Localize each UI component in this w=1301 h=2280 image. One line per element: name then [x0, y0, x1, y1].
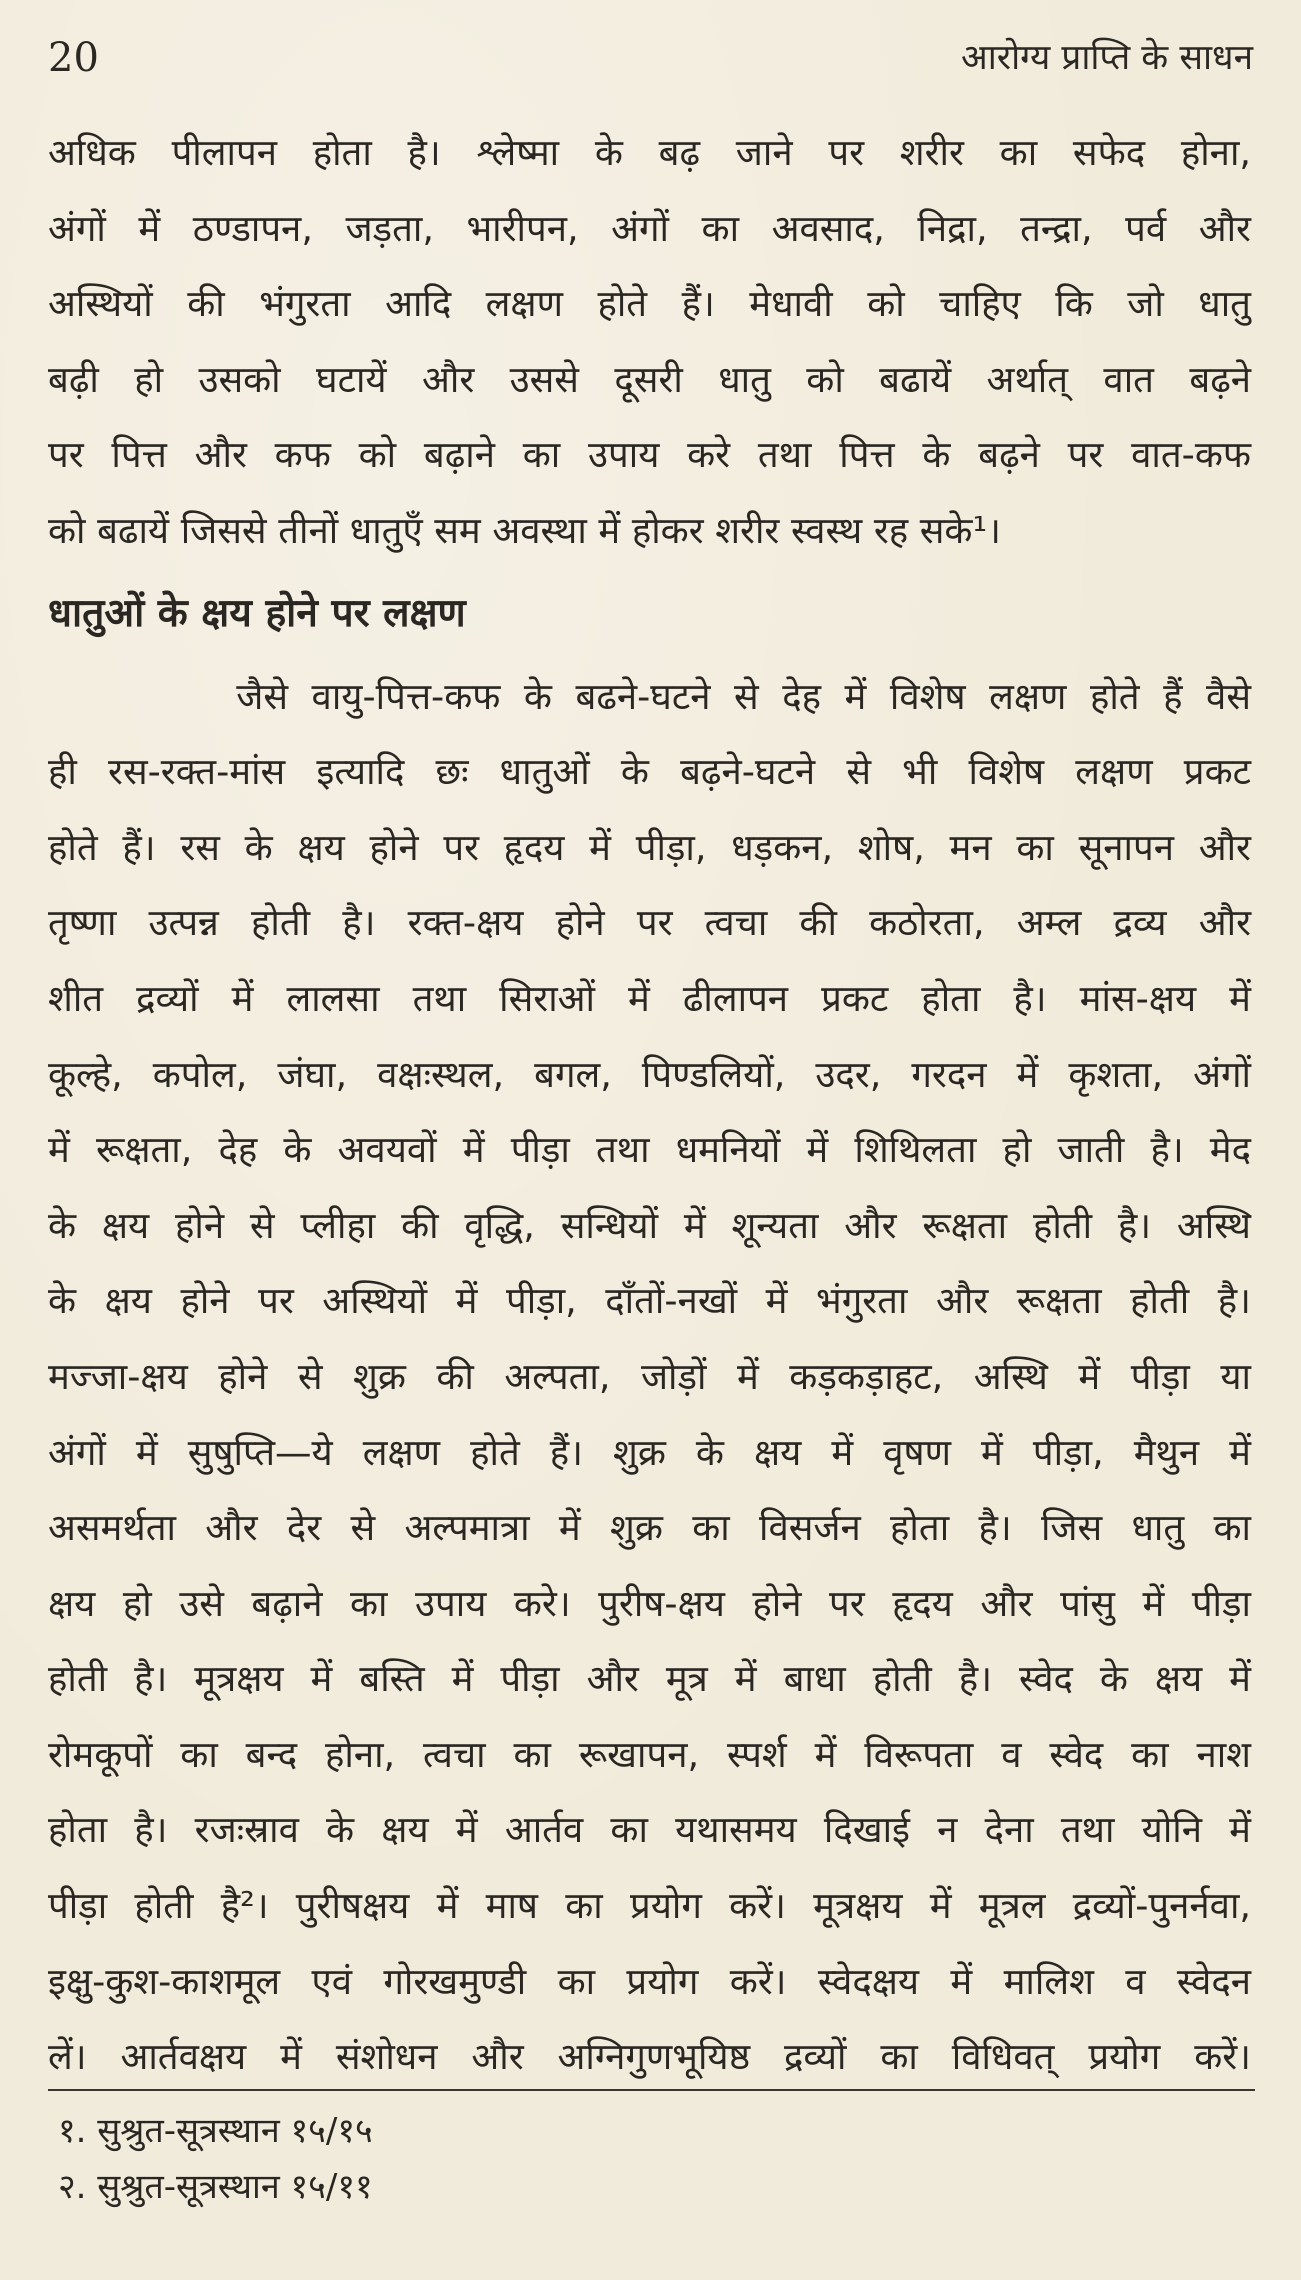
text-line: अस्थियों की भंगुरता आदि लक्षण होते हैं। मेधावी को चाहिए कि जो धातु — [48, 282, 1251, 326]
text-line: लें। आर्तवक्षय में संशोधन और अग्निगुणभूयिष्ठ द्रव्यों का विधिवत् प्रयोग करें। — [48, 2035, 1251, 2079]
text-line: पर पित्त और कफ को बढ़ाने का उपाय करे तथा पित्त के बढ़ने पर वात-कफ — [48, 433, 1251, 477]
text-line: इक्षु-कुश-काशमूल एवं गोरखमुण्डी का प्रयोग करें। स्वेदक्षय में मालिश व स्वेदन — [48, 1959, 1251, 2003]
text-line: अंगों में सुषुप्ति—ये लक्षण होते हैं। शुक्र के क्षय में वृषण में पीड़ा, मैथुन में — [48, 1430, 1251, 1474]
page-number: 20 — [48, 35, 99, 81]
text-line: कूल्हे, कपोल, जंघा, वक्षःस्थल, बगल, पिण्डलियों, उदर, गरदन में कृशता, अंगों — [48, 1052, 1251, 1096]
text-line: होते हैं। रस के क्षय होने पर हृदय में पीड़ा, धड़कन, शोष, मन का सूनापन और — [48, 825, 1251, 869]
text-line: ही रस-रक्त-मांस इत्यादि छः धातुओं के बढ़ने-घटने से भी विशेष लक्षण प्रकट — [48, 750, 1251, 794]
page-content — [48, 115, 1251, 2095]
text-line: मज्जा-क्षय होने से शुक्र की अल्पता, जोड़ों में कड़कड़ाहट, अस्थि में पीड़ा या — [48, 1354, 1251, 1398]
paragraph-1 — [48, 115, 1251, 569]
text-line: को बढायें जिससे तीनों धातुएँ सम अवस्था में होकर शरीर स्वस्थ रह सके¹। — [48, 508, 1001, 552]
section-heading: धातुओं के क्षय होने पर लक्षण — [48, 590, 466, 636]
text-line: पीड़ा होती है²। पुरीषक्षय में माष का प्रयोग करें। मूत्रक्षय में मूत्रल द्रव्यों-पुनर्नवा, — [48, 1884, 1251, 1928]
text-line: क्षय हो उसे बढ़ाने का उपाय करे। पुरीष-क्षय होने पर हृदय और पांसु में पीड़ा — [48, 1581, 1251, 1625]
text-line: शीत द्रव्यों में लालसा तथा सिराओं में ढीलापन प्रकट होता है। मांस-क्षय में — [48, 976, 1251, 1020]
text-line: रोमकूपों का बन्द होना, त्वचा का रूखापन, स्पर्श में विरूपता व स्वेद का नाश — [48, 1732, 1251, 1776]
text-line: के क्षय होने पर अस्थियों में पीड़ा, दाँतों-नखों में भंगुरता और रूक्षता होती है। — [48, 1279, 1251, 1323]
running-head: आरोग्य प्राप्ति के साधन — [961, 38, 1253, 78]
text-line: अंगों में ठण्डापन, जड़ता, भारीपन, अंगों का अवसाद, निद्रा, तन्द्रा, पर्व और — [48, 206, 1251, 250]
text-line: अधिक पीलापन होता है। श्लेष्मा के बढ़ जाने पर शरीर का सफेद होना, — [48, 131, 1251, 174]
text-line: होती है। मूत्रक्षय में बस्ति में पीड़ा और मूत्र में बाधा होती है। स्वेद के क्षय में — [48, 1657, 1251, 1701]
footnote-2: २. सुश्रुत-सूत्रस्थान १५/११ — [58, 2167, 373, 2207]
text-line: के क्षय होने से प्लीहा की वृद्धि, सन्धियों में शून्यता और रूक्षता होती है। अस्थि — [48, 1203, 1251, 1247]
text-line: जैसे वायु-पित्त-कफ के बढने-घटने से देह में विशेष लक्षण होते हैं वैसे — [48, 674, 1251, 718]
text-line: होता है। रजःस्राव के क्षय में आर्तव का यथासमय दिखाई न देना तथा योनि में — [48, 1808, 1251, 1852]
footnote-divider — [48, 2089, 1255, 2091]
text-line: तृष्णा उत्पन्न होती है। रक्त-क्षय होने पर त्वचा की कठोरता, अम्ल द्रव्य और — [48, 901, 1251, 945]
text-line: बढ़ी हो उसको घटायें और उससे दूसरी धातु को बढायें अर्थात् वात बढ़ने — [48, 357, 1251, 401]
footnotes — [58, 2103, 373, 2215]
paragraph-2 — [48, 659, 1251, 2095]
text-line: में रूक्षता, देह के अवयवों में पीड़ा तथा धमनियों में शिथिलता हो जाती है। मेद — [48, 1128, 1251, 1172]
footnote-1: १. सुश्रुत-सूत्रस्थान १५/१५ — [58, 2111, 373, 2151]
text-line: असमर्थता और देर से अल्पमात्रा में शुक्र का विसर्जन होता है। जिस धातु का — [48, 1506, 1251, 1550]
page-header — [48, 28, 1253, 88]
